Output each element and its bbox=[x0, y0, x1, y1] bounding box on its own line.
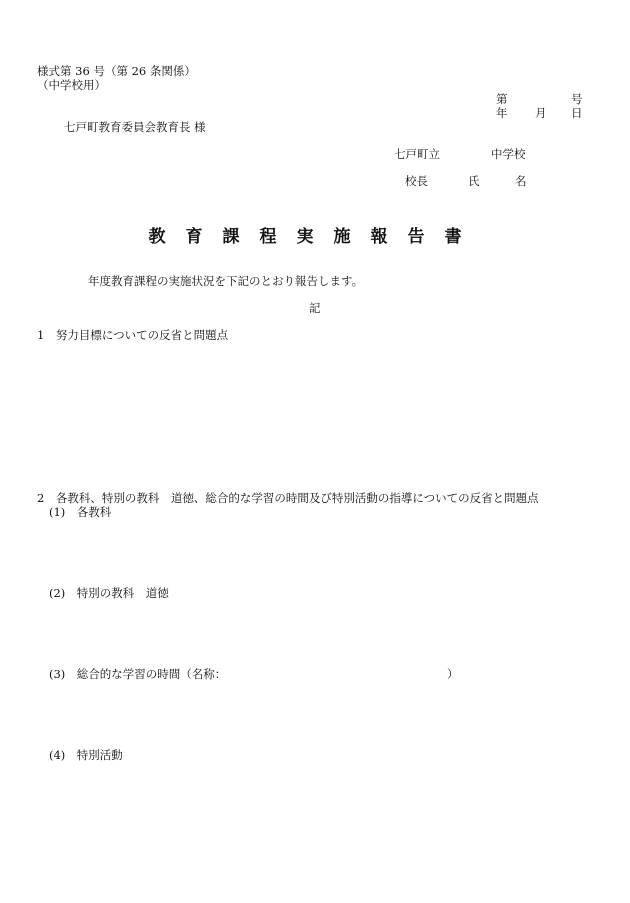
section-2-heading: 2 各教科、特別の教科 道徳、総合的な学習の時間及び特別活動の指導についての反省と問題点 bbox=[37, 491, 539, 505]
subsection-3-close: ） bbox=[447, 667, 459, 681]
school-suffix: 中学校 bbox=[491, 147, 526, 161]
principal-label: 校長 bbox=[405, 174, 428, 188]
number-suffix: 号 bbox=[571, 92, 583, 106]
date-year: 年 bbox=[496, 106, 508, 120]
addressee: 七戸町教育委員会教育長 様 bbox=[64, 120, 206, 134]
subsection-2: (2) 特別の教科 道徳 bbox=[49, 586, 169, 600]
section-1-heading: 1 努力目標についての反省と問題点 bbox=[37, 328, 229, 342]
school-prefix: 七戸町立 bbox=[394, 147, 440, 161]
number-prefix: 第 bbox=[496, 92, 508, 106]
date-month: 月 bbox=[535, 106, 547, 120]
form-number: 様式第 36 号（第 26 条関係） bbox=[37, 64, 196, 78]
form-scope: （中学校用） bbox=[37, 78, 106, 92]
subsection-3: (3) 総合的な学習の時間（名称： bbox=[49, 667, 227, 681]
subsection-4: (4) 特別活動 bbox=[49, 748, 123, 762]
name-label-1: 氏 bbox=[468, 174, 480, 188]
name-label-2: 名 bbox=[515, 174, 527, 188]
intro-text: 年度教育課程の実施状況を下記のとおり報告します。 bbox=[88, 274, 364, 288]
date-day: 日 bbox=[571, 106, 583, 120]
subsection-1: (1) 各教科 bbox=[49, 505, 112, 519]
ki-label: 記 bbox=[309, 301, 321, 315]
page-title: 教育課程実施報告書 bbox=[148, 227, 482, 247]
